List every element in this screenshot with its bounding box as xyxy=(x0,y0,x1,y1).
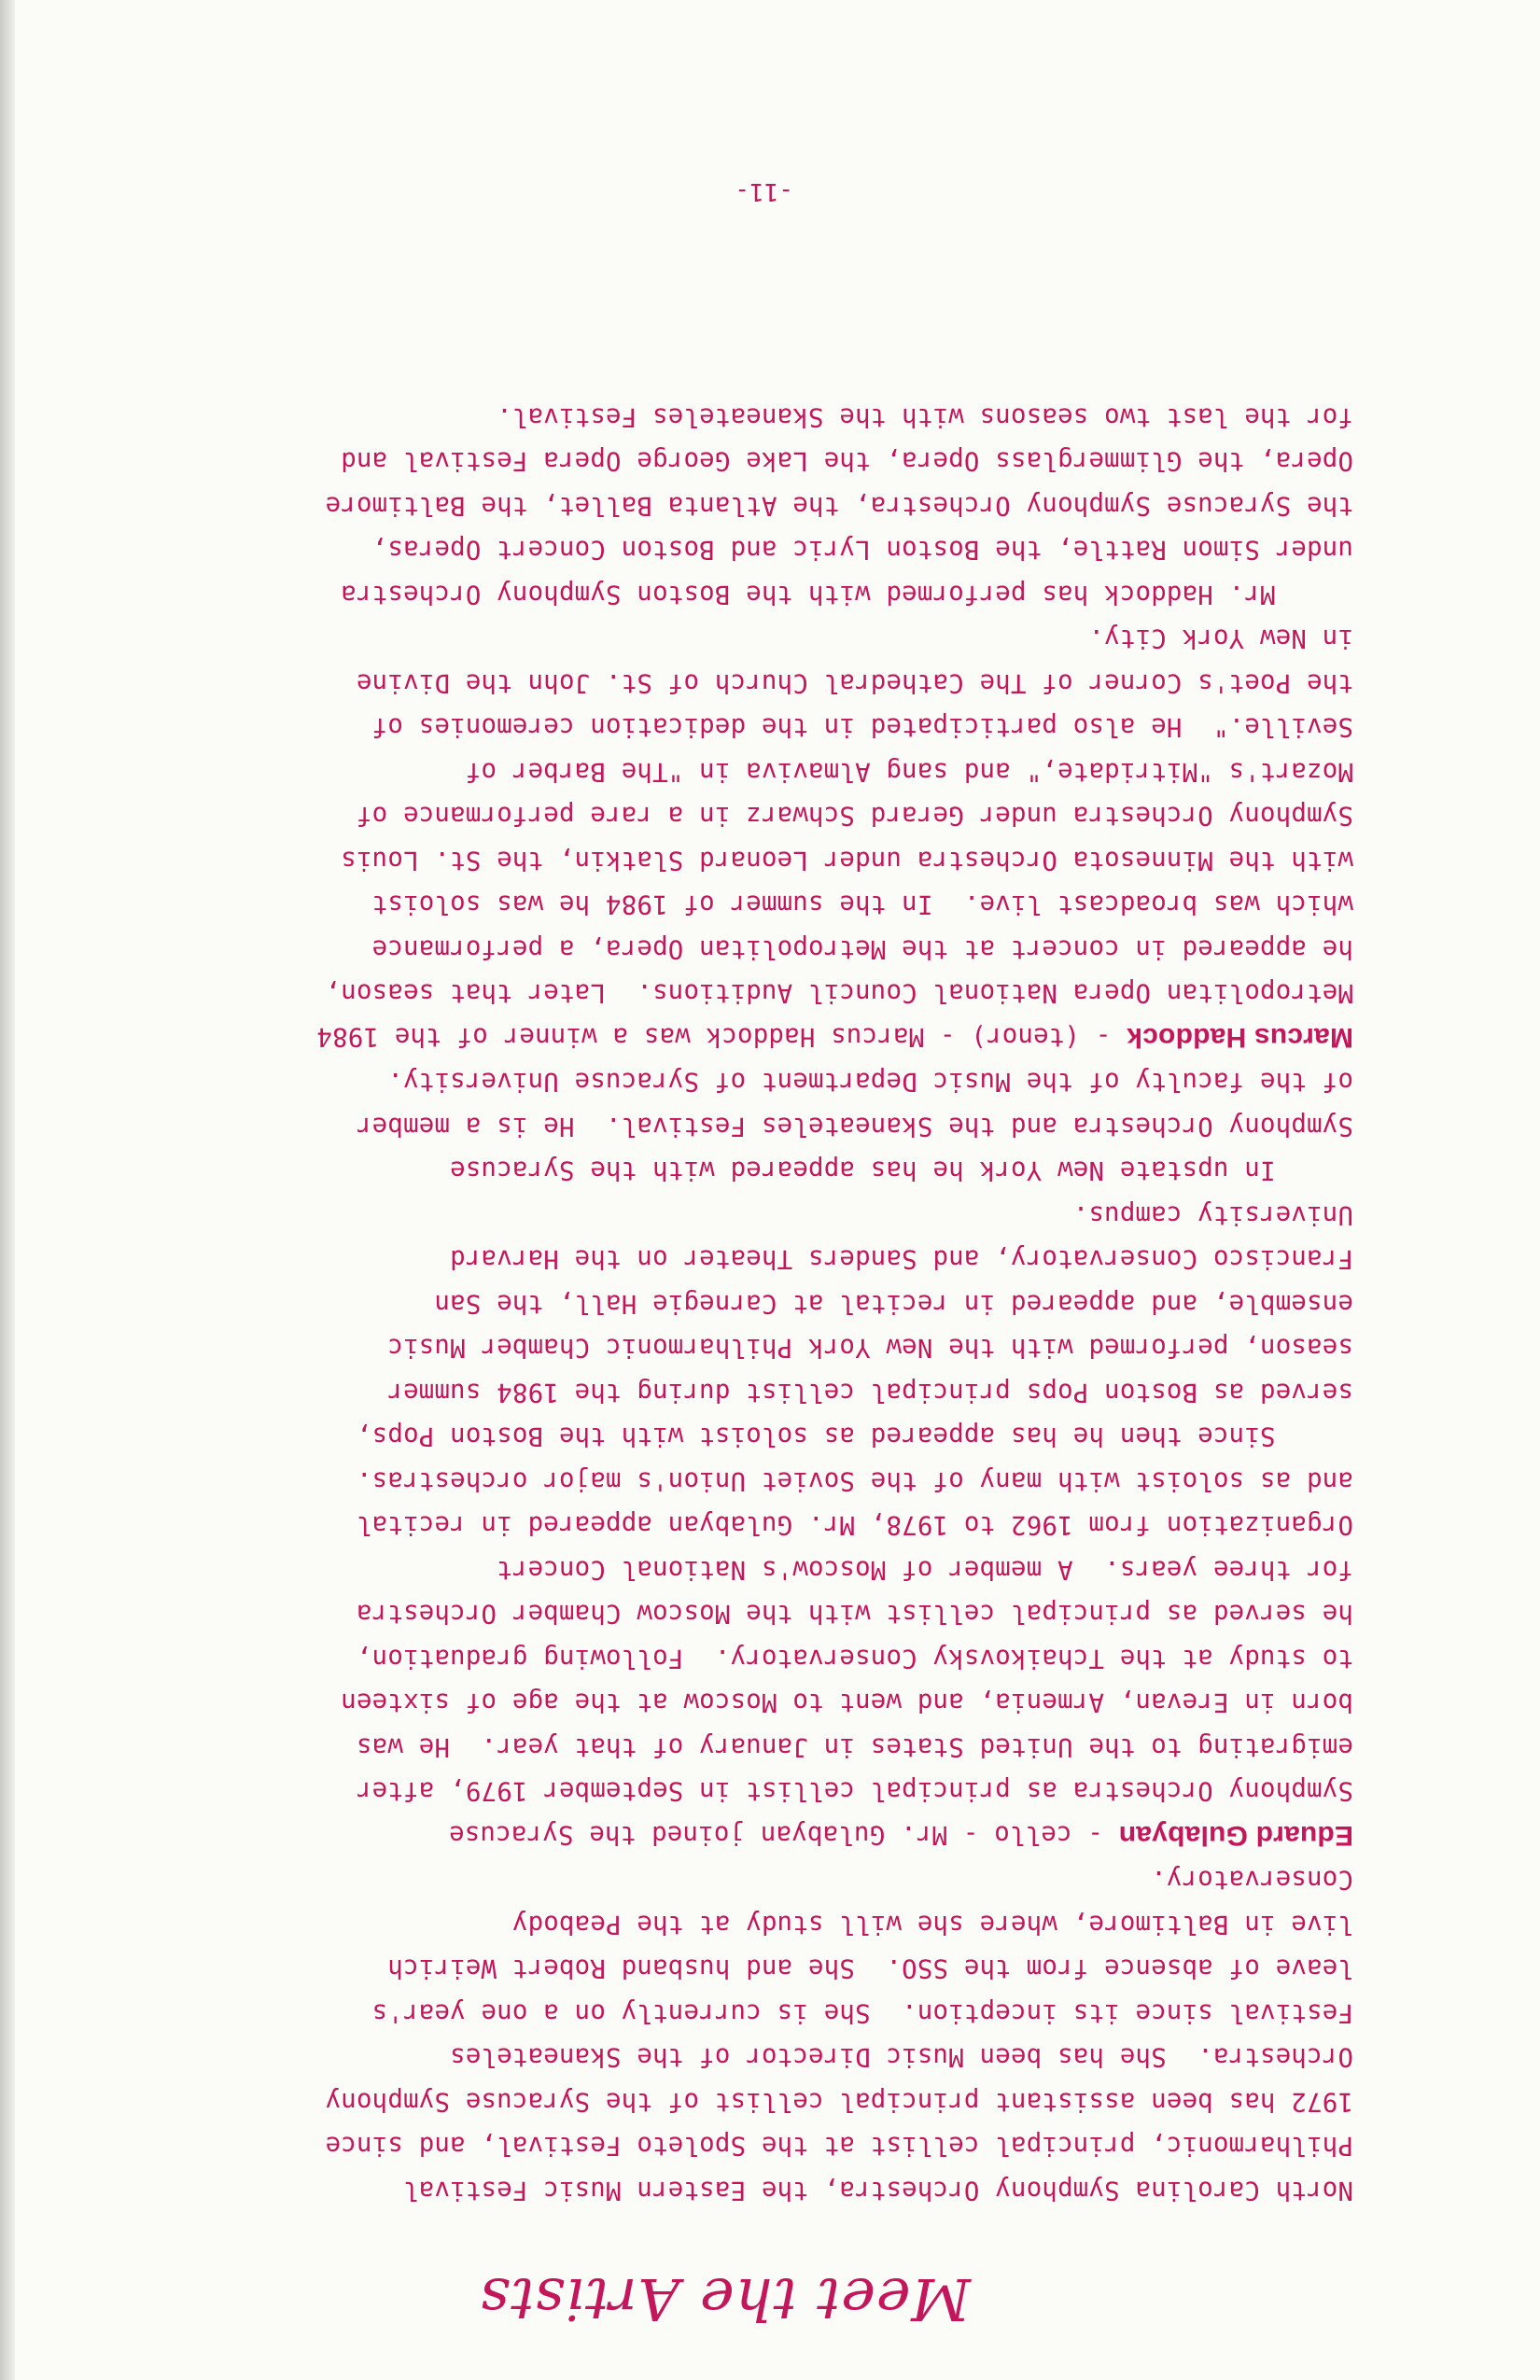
bio-haddock xyxy=(98,395,1353,1060)
text-line: Opera, the Glimmerglass Opera, the Lake George Opera Festival and xyxy=(341,446,1353,476)
text-line: served as Boston Pops principal cellist during the 1984 summer xyxy=(387,1378,1353,1407)
text-line: Mozart's "Mitridate," and sang Almaviva in "The Barber of xyxy=(465,757,1353,786)
text-line: live in Baltimore, where she will study at the Peabody xyxy=(511,1910,1353,1939)
text-line: the Poet's Corner of The Cathedral Church of St. John the Divine xyxy=(356,668,1353,697)
text-line: In upstate New York he has appeared with the Syracuse xyxy=(449,1155,1353,1185)
text-line: for three years. A member of Moscow's National Concert xyxy=(497,1555,1353,1584)
text-line: Francisco Conservatory, and Sanders Theater on the Harvard xyxy=(449,1244,1353,1274)
binding-edge xyxy=(0,0,15,2380)
text-line: with the Minnesota Orchestra under Leonard Slatkin, the St. Louis xyxy=(341,846,1353,875)
text-line: Symphony Orchestra under Gerard Schwarz in a rare performance of xyxy=(356,801,1353,831)
text-line: North Carolina Symphony Orchestra, the Eastern Music Festival xyxy=(402,2176,1353,2205)
text-line: born in Erevan, Armenia, and went to Moscow at the age of sixteen xyxy=(341,1687,1353,1717)
text-span: - cello - Mr. Gulabyan joined the Syracuse xyxy=(448,1820,1119,1849)
bio-first-line xyxy=(98,1015,1353,1060)
text-line: the Syracuse Symphony Orchestra, the Atlanta Ballet, the Baltimore xyxy=(325,491,1353,520)
page-title: Meet the Artists xyxy=(479,2265,971,2333)
text-line: in New York City. xyxy=(1088,623,1353,653)
text-line: Since then he has appeared as soloist with the Boston Pops, xyxy=(356,1421,1353,1451)
text-line: season, performed with the New York Philharmonic Chamber Music xyxy=(387,1333,1353,1363)
text-line: Conservatory. xyxy=(1151,1865,1353,1895)
paragraph-continuation xyxy=(98,1857,1353,2212)
text-line: Seville." He also participated in the dedication ceremonies of xyxy=(371,712,1353,742)
text-line: he served as principal cellist with the Moscow Chamber Orchestra xyxy=(356,1599,1353,1629)
text-line: ensemble, and appeared in recital at Carnegie Hall, the San xyxy=(434,1289,1353,1318)
text-line: under Simon Rattle, the Boston Lyric and Boston Concert Operas, xyxy=(371,535,1353,565)
artist-bios xyxy=(98,395,1353,2213)
text-line: and as soloist with many of the Soviet Union's major orchestras. xyxy=(356,1466,1353,1495)
text-span: - (tenor) - Marcus Haddock was a winner of the 1984 xyxy=(316,1022,1127,1051)
text-line: University campus. xyxy=(1072,1200,1353,1229)
page-number: -11- xyxy=(735,177,793,205)
text-line: Festival since its inception. She is currently on a one year's xyxy=(371,1998,1353,2027)
text-line: for the last two seasons with the Skaneateles Festival. xyxy=(497,402,1353,431)
text-line: 1972 has been assistant principal cellist of the Syracuse Symphony xyxy=(325,2087,1353,2116)
text-line: Symphony Orchestra and the Skaneateles Festival. He is a member xyxy=(356,1112,1353,1141)
text-line: of the faculty of the Music Department of Syracuse University. xyxy=(387,1067,1353,1097)
artist-name: Marcus Haddock xyxy=(1127,1022,1353,1053)
text-line: Organization from 1962 to 1978, Mr. Gulabyan appeared in recital xyxy=(356,1510,1353,1540)
text-line: Symphony Orchestra as principal cellist in September 1979, after xyxy=(356,1776,1353,1806)
text-line: emigrating to the United States in January of that year. He was xyxy=(356,1732,1353,1761)
text-line: Mr. Haddock has performed with the Boston Symphony Orchestra xyxy=(341,580,1353,609)
bio-first-line xyxy=(98,1813,1353,1858)
text-line: to study at the Tchaikovsky Conservatory. Following graduation, xyxy=(356,1644,1353,1673)
text-line: Philharmonic, principal cellist at the Spoleto Festival, and since xyxy=(325,2131,1353,2161)
text-line: Metropolitan Opera National Council Auditions. Later that season, xyxy=(325,978,1353,1008)
bio-gulabyan xyxy=(98,1059,1353,1857)
text-line: he appeared in concert at the Metropolitan Opera, a performance xyxy=(371,934,1353,963)
artist-name: Eduard Gulabyan xyxy=(1118,1820,1353,1851)
text-line: which was broadcast live. In the summer of 1984 he was soloist xyxy=(371,889,1353,919)
text-line: leave of absence from the SSO. She and husband Robert Weirich xyxy=(387,1953,1353,1983)
text-line: Orchestra. She has been Music Director of the Skaneateles xyxy=(449,2042,1353,2072)
